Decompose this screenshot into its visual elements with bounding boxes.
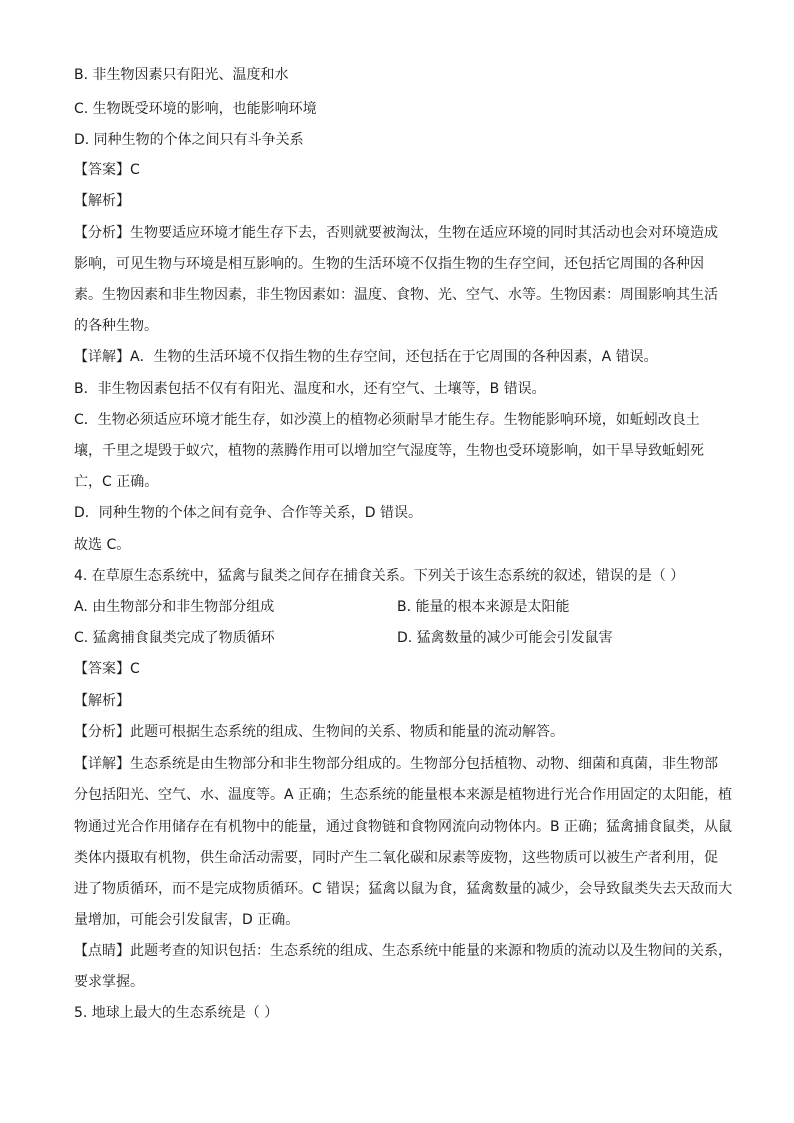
q4-stem: 4. 在草原生态系统中，猛禽与鼠类之间存在捕食关系。下列关于该生态系统的叙述，错误的是（ ） xyxy=(74,568,685,584)
q3-detail-line: 壤，千里之堤毁于蚁穴，植物的蒸腾作用可以增加空气湿度等，生物也受环境影响，如干旱导致蚯蚓死 xyxy=(74,443,704,459)
q4-detail-line: 物通过光合作用储存在有机物中的能量，通过食物链和食物网流向动物体内。B 正确；猛禽捕食鼠类，从鼠 xyxy=(74,819,733,835)
q3-analysis-line: 素。生物因素和非生物因素，非生物因素如：温度、食物、光、空气、水等。生物因素：周围影响其生活 xyxy=(74,287,718,303)
q4-option-d: D. 猛禽数量的减少可能会引发鼠害 xyxy=(397,630,613,646)
q3-option-c: C. 生物既受环境的影响，也能影响环境 xyxy=(74,101,317,117)
q4-comment-line: 【点睛】此题考查的知识包括：生态系统的组成、生态系统中能量的来源和物质的流动以及生物间的关系， xyxy=(74,943,732,959)
q3-detail-line: D．同种生物的个体之间有竞争、合作等关系，D 错误。 xyxy=(74,505,423,521)
q4-option-b: B. 能量的根本来源是太阳能 xyxy=(397,599,570,615)
q4-detail-line: 进了物质循环，而不是完成物质循环。C 错误；猛禽以鼠为食，猛禽数量的减少，会导致鼠类失去天敌而大 xyxy=(74,881,733,897)
q3-detail-line: 【详解】A．生物的生活环境不仅指生物的生存空间，还包括在于它周围的各种因素，A 错误。 xyxy=(74,349,658,365)
q3-detail-line: C．生物必须适应环境才能生存，如沙漠上的植物必须耐旱才能生存。生物能影响环境，如蚯蚓改良土 xyxy=(74,412,700,428)
q3-analysis-line: 【分析】生物要适应环境才能生存下去，否则就要被淘汰，生物在适应环境的同时其活动也会对环境造成 xyxy=(74,225,718,241)
q3-conclusion: 故选 C。 xyxy=(74,537,131,553)
q3-answer: 【答案】C xyxy=(74,162,140,178)
q3-detail-line: B．非生物因素包括不仅有有阳光、温度和水，还有空气、土壤等，B 错误。 xyxy=(74,381,546,397)
q4-detail-line: 量增加，可能会引发鼠害，D 正确。 xyxy=(74,912,300,928)
q4-option-a: A. 由生物部分和非生物部分组成 xyxy=(74,599,275,615)
q3-option-d: D. 同种生物的个体之间只有斗争关系 xyxy=(74,132,304,148)
q3-analysis-line: 的各种生物。 xyxy=(74,318,158,334)
q4-analysis-heading: 【解析】 xyxy=(74,693,130,709)
q4-answer: 【答案】C xyxy=(74,661,140,677)
q4-detail-line: 类体内摄取有机物，供生命活动需要，同时产生二氧化碳和尿素等废物，这些物质可以被生产者利用，促 xyxy=(74,850,718,866)
q3-analysis-heading: 【解析】 xyxy=(74,193,130,209)
q5-stem: 5. 地球上最大的生态系统是（ ） xyxy=(74,1005,279,1021)
q4-detail-line: 分包括阳光、空气、水、温度等。A 正确；生态系统的能量根本来源是植物进行光合作用固定的太阳能，植 xyxy=(74,787,733,803)
q4-analysis-line: 【分析】此题可根据生态系统的组成、生物间的关系、物质和能量的流动解答。 xyxy=(74,724,564,740)
q3-detail-line: 亡，C 正确。 xyxy=(74,474,159,490)
q4-comment-line: 要求掌握。 xyxy=(74,974,144,990)
q4-detail-line: 【详解】生态系统是由生物部分和非生物部分组成的。生物部分包括植物、动物、细菌和真菌，非生物部 xyxy=(74,756,718,772)
q4-option-c: C. 猛禽捕食鼠类完成了物质循环 xyxy=(74,630,275,646)
q3-analysis-line: 影响，可见生物与环境是相互影响的。生物的生活环境不仅指生物的生存空间，还包括它周围的各种因 xyxy=(74,256,704,272)
q3-option-b: B. 非生物因素只有阳光、温度和水 xyxy=(74,67,289,83)
